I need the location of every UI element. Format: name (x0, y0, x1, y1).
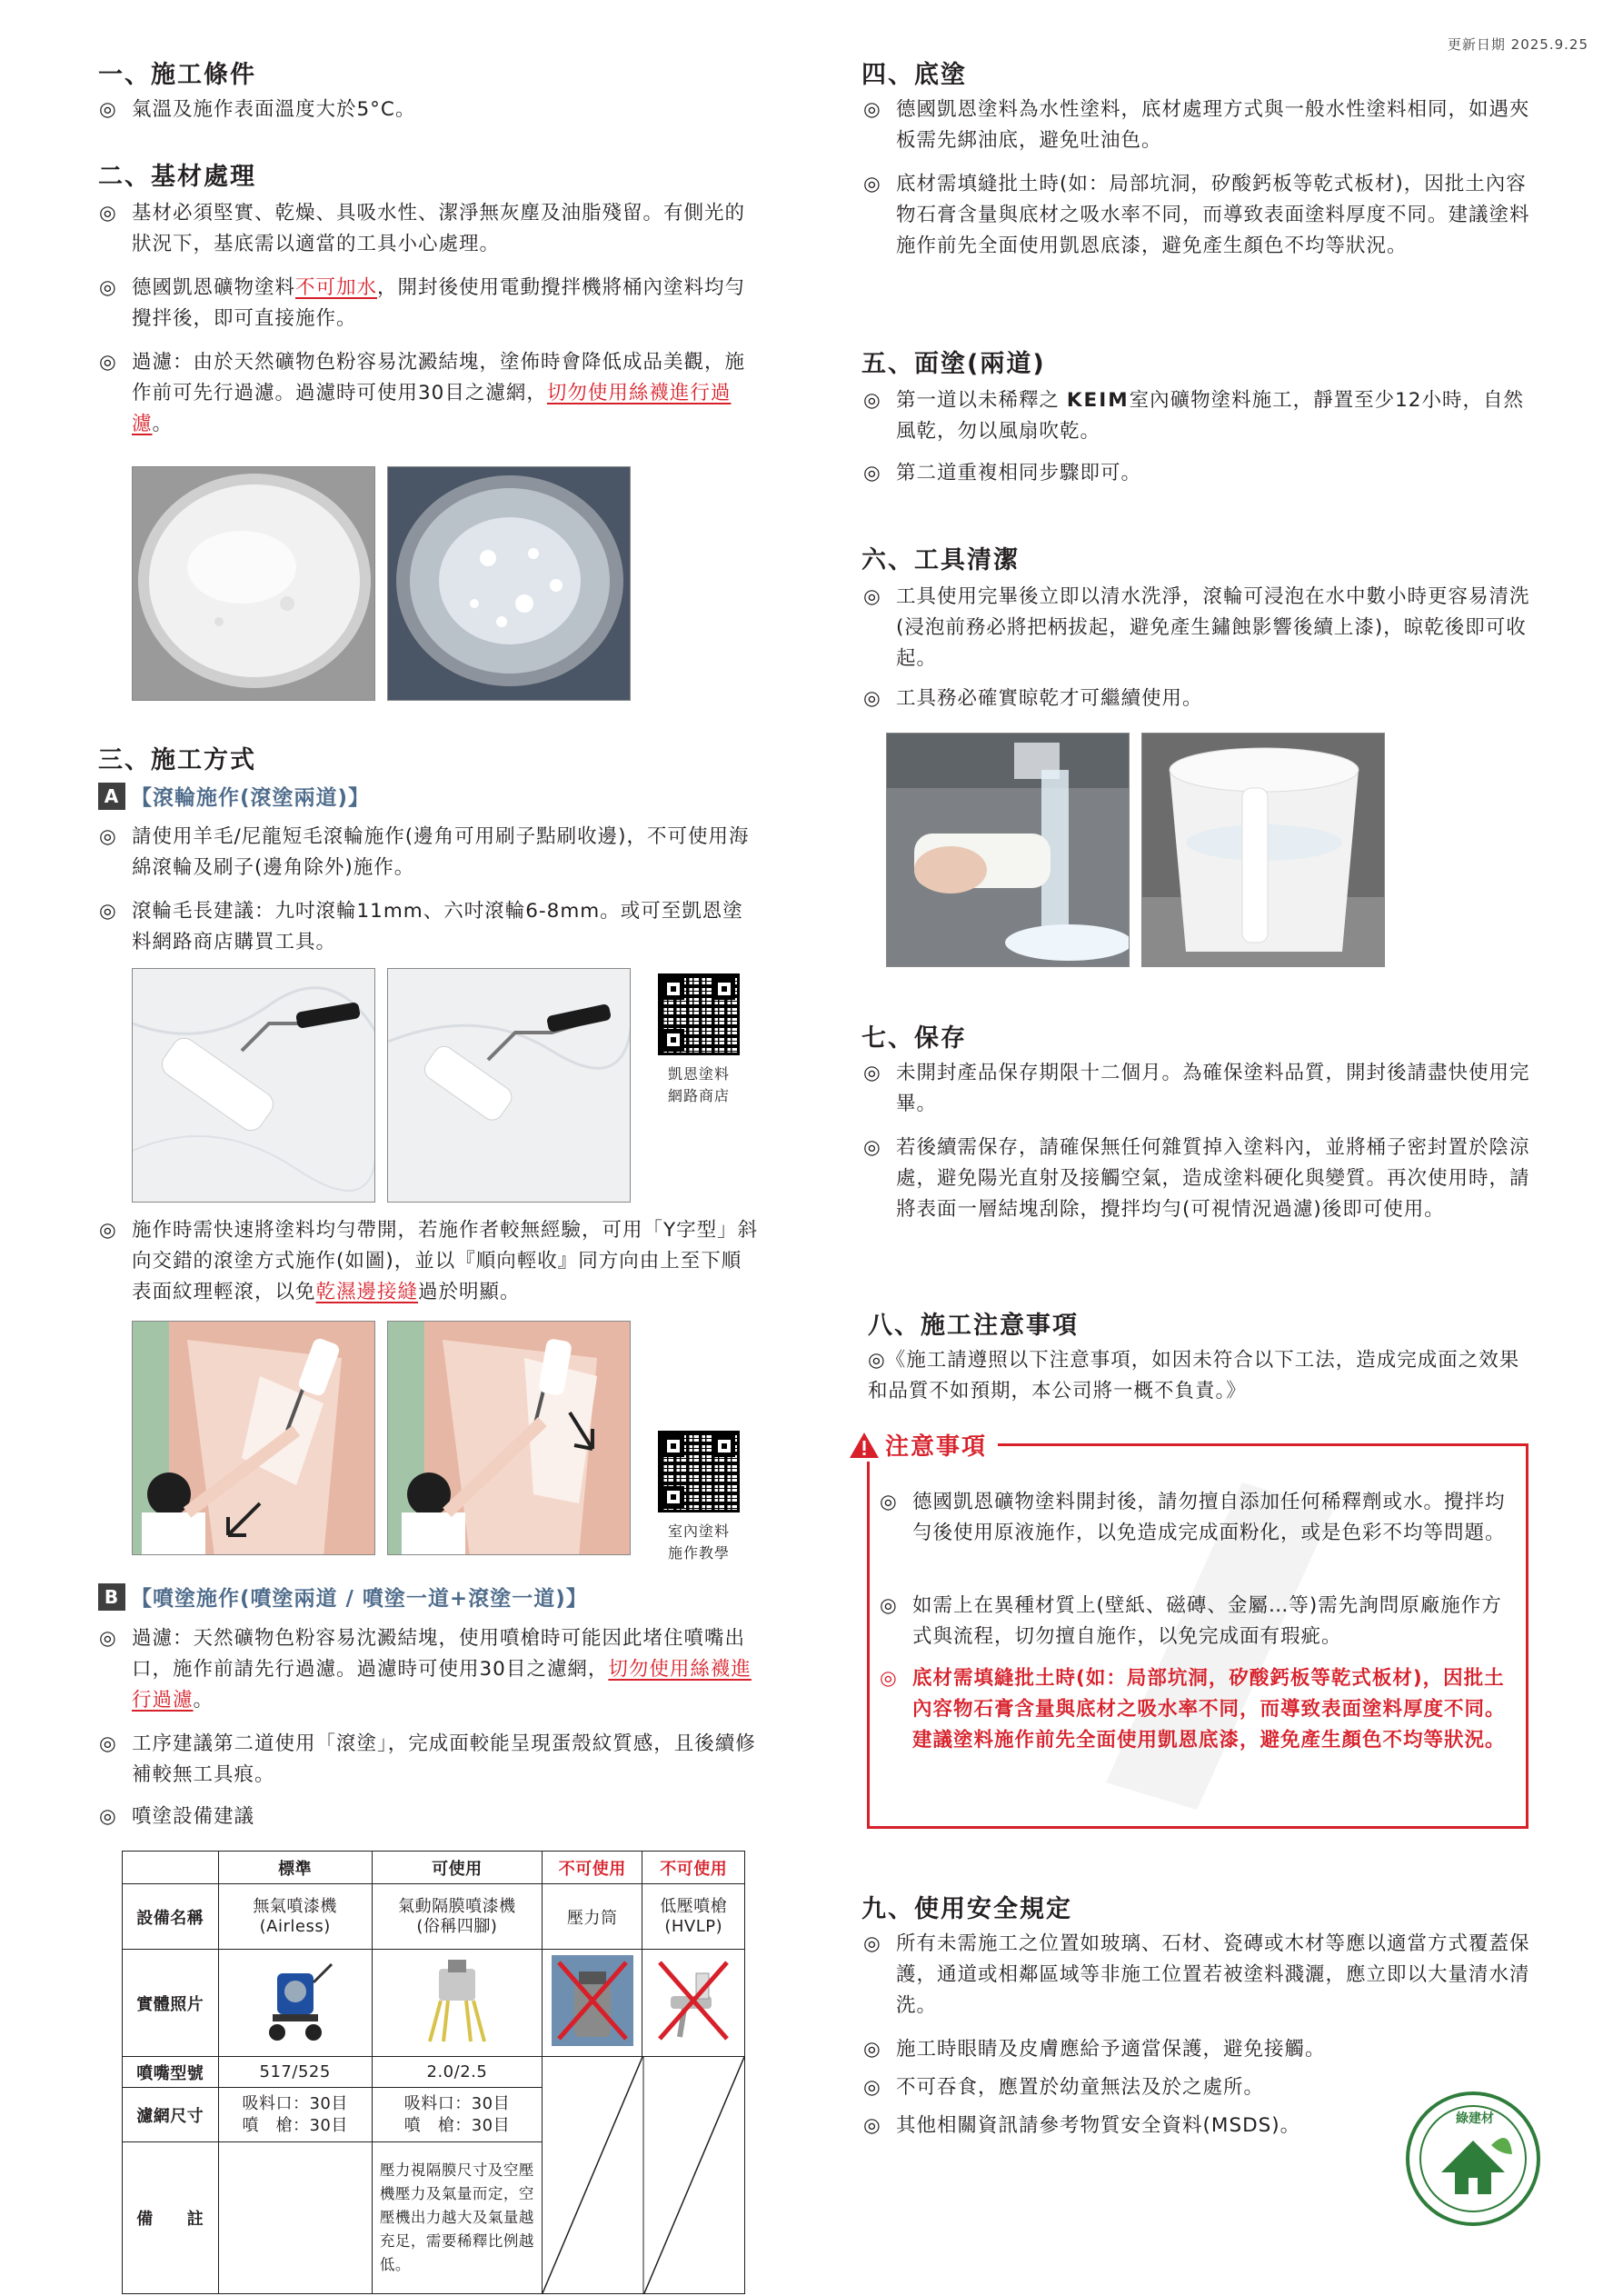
s2-item-1: ◎ 基材必須堅實、乾燥、具吸水性、潔淨無灰塵及油脂殘留。有側光的狀況下，基底需以適當的工具小心處理。 (132, 198, 759, 260)
bullet-icon: ◎ (863, 1136, 881, 1159)
section-5-title: 五、面塗(兩道) (861, 350, 1046, 378)
bullet-icon: ◎ (863, 2114, 881, 2137)
table-header-standard: 標準 (218, 1852, 372, 1884)
s7-item-2: ◎ 若後續需保存，請確保無任何雜質掉入塗料內，並將桶子密封置於陰涼處，避免陽光直射及接觸空氣，造成塗料硬化與變質。再次使用時，請將表面一層結塊刮除，攪拌均勻(可視情況過濾)後即可使用。 (896, 1133, 1534, 1225)
bullet-icon: ◎ (880, 1491, 898, 1513)
bullet-icon: ◎ (99, 1219, 117, 1242)
bullet-icon: ◎ (863, 462, 881, 484)
green-building-material-logo (1405, 2091, 1541, 2227)
bullet-icon: ◎ (99, 900, 117, 923)
cell: 氣動隔膜噴漆機 (俗稱四腳) (372, 1884, 542, 1950)
s9-item-2: ◎ 施工時眼睛及皮膚應給予適當保護，避免接觸。 (896, 2034, 1534, 2065)
s5-item-2: ◎ 第二道重複相同步驟即可。 (896, 458, 1534, 489)
s6-item-2: ◎ 工具務必確實晾乾才可繼續使用。 (896, 684, 1534, 714)
cell-not-applicable (542, 2057, 744, 2294)
warning-item-3: ◎ 底材需填縫批土時(如：局部坑洞，矽酸鈣板等乾式板材)，因批土內容物石膏含量與底材之吸水率不同，而導致表面塗料厚度不同。建議塗料施作前先全面使用凱恩底漆，避免產生顏色不均等狀況。 (912, 1663, 1512, 1756)
section-1-title: 一、施工條件 (98, 61, 256, 89)
row-label: 噴嘴型號 (123, 2057, 219, 2088)
no-stocking-warning: 切勿使用絲襪進行過濾 (132, 382, 732, 435)
table-row-nozzle (123, 2057, 745, 2088)
bullet-icon: ◎ (99, 202, 117, 225)
section-4-title: 四、底塗 (861, 61, 967, 89)
logo-text: 綠建材 (1456, 2111, 1494, 2126)
bullet-icon: ◎ (863, 2076, 881, 2099)
no-water-warning: 不可加水 (295, 276, 378, 299)
table-row-photo (123, 1950, 745, 2057)
table-header-usable: 可使用 (372, 1852, 542, 1884)
s1-item: ◎ 氣溫及施作表面溫度大於5°C。 (132, 95, 768, 125)
no-stocking-warning-2: 切勿使用絲襪進行過濾 (132, 1658, 752, 1712)
s4-item-2: ◎ 底材需填縫批土時(如：局部坑洞，矽酸鈣板等乾式板材)，因批土內容物石膏含量與底材之吸水率不同，而導致表面塗料厚度不同。建議塗料施作前先全面使用凱恩底漆，避免產生顏色不均等狀況。 (896, 169, 1534, 262)
row-label: 備 註 (123, 2142, 219, 2294)
cell: 吸料口：30目 噴 槍：30目 (372, 2088, 542, 2142)
pressure-pot-image (542, 1950, 642, 2057)
bullet-icon: ◎ (99, 98, 117, 121)
s9-item-3: ◎ 不可吞食，應置於幼童無法及於之處所。 (896, 2072, 1534, 2103)
section-9-title: 九、使用安全規定 (861, 1895, 1072, 1923)
bullet-icon: ◎ (880, 1594, 898, 1617)
photo-painting-y-stroke (132, 1321, 375, 1555)
wet-edge-warning: 乾濕邊接縫 (315, 1281, 419, 1303)
section-3-title: 三、施工方式 (98, 746, 256, 774)
table-header-not-usable-2: 不可使用 (642, 1852, 745, 1884)
qr-caption-online-store: 凱恩塗料 網路商店 (667, 1065, 730, 1104)
qr-caption-tutorial: 室內塗料 施作教學 (667, 1522, 730, 1562)
warning-triangle-icon (849, 1432, 880, 1459)
section-6-title: 六、工具清潔 (861, 546, 1020, 574)
subsection-a-title: A 【滾輪施作(滾塗兩道)】 (98, 781, 370, 811)
s4-item-1: ◎ 德國凱恩塗料為水性塗料，底材處理方式與一般水性塗料相同，如遇夾板需先綁油底，避免吐油色。 (896, 95, 1534, 156)
photo-roller-9inch (132, 968, 375, 1203)
photo-paint-bucket (132, 466, 375, 701)
update-date: 更新日期 2025.9.25 (1447, 36, 1588, 53)
photo-soaking-roller (1141, 733, 1385, 967)
cell: 吸料口：30目 噴 槍：30目 (218, 2088, 372, 2142)
s9-item-4: ◎ 其他相關資訊請參考物質安全資料(MSDS)。 (896, 2111, 1534, 2141)
s7-item-1: ◎ 未開封產品保存期限十二個月。為確保塗料品質，開封後請盡快使用完畢。 (896, 1058, 1534, 1120)
bullet-icon: ◎ (99, 351, 117, 374)
s3-a-item-1: ◎ 請使用羊毛/尼龍短毛滾輪施作(邊角可用刷子點刷收邊)，不可使用海綿滾輪及刷子(邊角除外)施作。 (132, 822, 759, 883)
table-header-not-usable-1: 不可使用 (542, 1852, 642, 1884)
warning-header (849, 1428, 998, 1462)
spray-equipment-table (122, 1851, 745, 2294)
cell: 壓力視隔膜尺寸及空壓機壓力及氣量而定，空壓機出力越大及氣量越充足，需要稀釋比例越低。 (372, 2142, 542, 2294)
s9-item-1: ◎ 所有未需施工之位置如玻璃、石材、瓷磚或木材等應以適當方式覆蓋保護，通道或相鄰區域等非施工位置若被塗料濺灑，應立即以大量清水清洗。 (896, 1929, 1534, 2021)
bullet-icon: ◎ (99, 1627, 117, 1650)
bullet-icon: ◎ (99, 276, 117, 299)
bullet-icon: ◎ (863, 98, 881, 121)
s3-b-item-2: ◎ 工序建議第二道使用「滾塗」，完成面較能呈現蛋殼紋質感，且後續修補較無工具痕。 (132, 1729, 759, 1791)
photo-painting-direction (387, 1321, 631, 1555)
s5-item-1: ◎ 第一道以未稀釋之 KEIM室內礦物塗料施工，靜置至少12小時，自然風乾，勿以風扇吹乾。 (896, 385, 1534, 447)
photo-roller-6inch (387, 968, 631, 1203)
bullet-icon: ◎ (863, 585, 881, 608)
row-label: 實體照片 (123, 1950, 219, 2057)
tag-b: B (98, 1583, 125, 1611)
airless-sprayer-image (218, 1950, 372, 2057)
bullet-icon: ◎ (99, 1732, 117, 1755)
cell: 低壓噴槍 (HVLP) (642, 1884, 745, 1950)
s6-item-1: ◎ 工具使用完畢後立即以清水洗淨，滾輪可浸泡在水中數小時更容易清洗(浸泡前務必將把柄拔起，避免產生鏽蝕影響後續上漆)，晾乾後即可收起。 (896, 582, 1534, 674)
hvlp-gun-image (642, 1950, 745, 2057)
section-2-title: 二、基材處理 (98, 163, 256, 191)
s3-b-item-3: ◎ 噴塗設備建議 (132, 1802, 759, 1832)
photo-washing-roller (886, 733, 1130, 967)
bullet-icon: ◎ (99, 1805, 117, 1828)
table-header-empty (123, 1852, 219, 1884)
bullet-icon: ◎ (863, 687, 881, 710)
bullet-icon: ◎ (880, 1667, 898, 1690)
warning-title: 注意事項 (880, 1428, 998, 1462)
section-7-title: 七、保存 (861, 1024, 967, 1053)
keim-brand: KEIM (1066, 389, 1130, 412)
warning-item-2: ◎ 如需上在異種材質上(壁紙、磁磚、金屬…等)需先詢問原廠施作方式與流程，切勿擅自施作，以免完成面有瑕疵。 (912, 1591, 1512, 1652)
bullet-icon: ◎ (99, 825, 117, 848)
s3-a-item-2: ◎ 滾輪毛長建議：九吋滾輪11mm、六吋滾輪6-8mm。或可至凱恩塗料網路商店購買工具。 (132, 896, 759, 958)
subsection-b-title: B 【噴塗施作(噴塗兩道 / 噴塗一道+滾塗一道)】 (98, 1582, 588, 1612)
s3-a-item-3: ◎ 施作時需快速將塗料均勻帶開，若施作者較無經驗，可用「Y字型」斜向交錯的滾塗方式施作(如圖)，並以『順向輕收』同方向由上至下順表面紋理輕滾，以免乾濕邊接縫過於明顯。 (132, 1215, 759, 1308)
row-label: 設備名稱 (123, 1884, 219, 1950)
bullet-icon: ◎ (863, 173, 881, 195)
bullet-icon: ◎ (863, 1062, 881, 1084)
qr-code-online-store[interactable] (658, 973, 740, 1055)
section-8-title: 八、施工注意事項 (868, 1312, 1079, 1340)
bullet-icon: ◎ (863, 2038, 881, 2061)
s3-b-item-1: ◎ 過濾：天然礦物色粉容易沈澱結塊，使用噴槍時可能因此堵住噴嘴出口，施作前請先行過濾。過濾時可使用30目之濾網，切勿使用絲襪進行過濾。 (132, 1623, 759, 1716)
warning-item-1: ◎ 德國凱恩礦物塗料開封後，請勿擅自添加任何稀釋劑或水。攪拌均勻後使用原液施作，以免造成完成面粉化，或是色彩不均等問題。 (912, 1487, 1512, 1549)
cell: 壓力筒 (542, 1884, 642, 1950)
qr-code-tutorial[interactable] (658, 1431, 740, 1512)
s2-item-2: ◎ 德國凱恩礦物塗料不可加水，開封後使用電動攪拌機將桶內塗料均勻攪拌後，即可直接施作。 (132, 273, 759, 334)
s8-intro: ◎《施工請遵照以下注意事項，如因未符合以下工法，造成完成面之效果和品質不如預期，本公司將一概不負責。》 (868, 1349, 1520, 1403)
bullet-icon: ◎ (863, 389, 881, 412)
table-header-row (123, 1852, 745, 1884)
photo-filter-mesh (387, 466, 631, 701)
cell-empty (218, 2142, 372, 2294)
bullet-icon: ◎ (863, 1932, 881, 1955)
cell: 2.0/2.5 (372, 2057, 542, 2088)
table-row-equipment-name (123, 1884, 745, 1950)
row-label: 濾網尺寸 (123, 2088, 219, 2142)
diaphragm-sprayer-image (372, 1950, 542, 2057)
cell: 517/525 (218, 2057, 372, 2088)
s2-item-3: ◎ 過濾：由於天然礦物色粉容易沈澱結塊，塗佈時會降低成品美觀，施作前可先行過濾。過濾時可使用30目之濾網，切勿使用絲襪進行過濾。 (132, 347, 759, 440)
cell: 無氣噴漆機 (Airless) (218, 1884, 372, 1950)
tag-a: A (98, 783, 125, 810)
